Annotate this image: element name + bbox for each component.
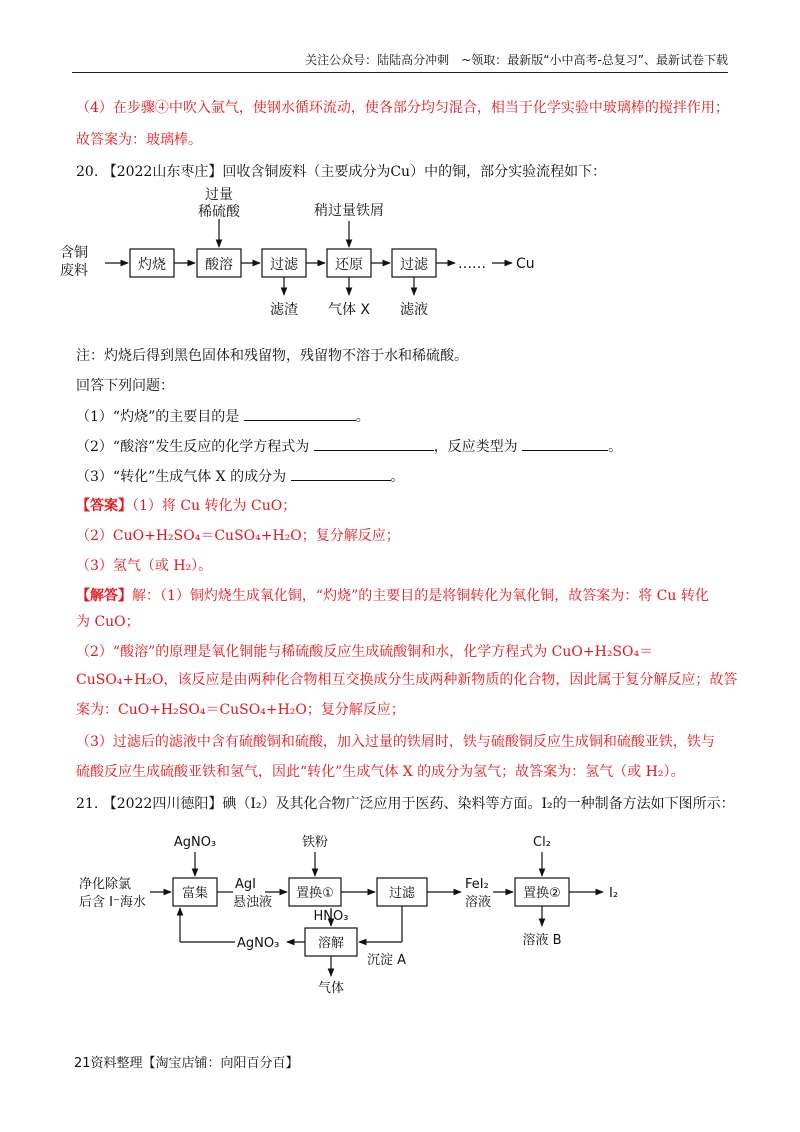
q20-reagent-iron: 稍过量铁屑 — [314, 203, 384, 219]
q20-answer-3: （3）氢气（或 H₂）。 — [76, 558, 213, 574]
footer-text: 资料整理【淘宝店铺：向阳百分百】 — [90, 1056, 299, 1071]
q20-q1-blank — [244, 406, 356, 421]
q21-input-line2: 后含 I⁻海水 — [79, 895, 146, 910]
q20-box-filter2: 过滤 — [400, 257, 428, 273]
q20-q2-blank-equation — [314, 436, 434, 451]
q20-q3-blank — [291, 466, 391, 481]
q20-output-filtrate: 滤液 — [400, 302, 428, 318]
q21-stem: 21. 【2022四川德阳】碘（I₂）及其化合物广泛应用于医药、染料等方面。I₂的一种制备方法如下图所示： — [76, 796, 735, 812]
q21-box-replace2: 置换② — [523, 886, 561, 901]
q21-box-enrich: 富集 — [181, 886, 209, 901]
q21-agno3-top: AgNO₃ — [173, 835, 217, 850]
q20-q2-blank-type — [522, 436, 608, 451]
q20-prompt: 回答下列问题： — [76, 378, 174, 394]
page-number: 21 — [74, 1056, 91, 1071]
q20-product-cu: Cu — [516, 256, 535, 272]
q20-analysis-label: 【解答】 — [76, 588, 132, 604]
q20-analysis-4: CuSO₄+H₂O，该反应是由两种化合物相互交换成分生成两种新物质的化合物，因此属于复分解反应；故答 — [76, 672, 738, 688]
q20-analysis-5: 案为：CuO+H₂SO₄＝CuSO₄+H₂O；复分解反应； — [76, 702, 405, 718]
q20-analysis-1 — [76, 586, 732, 606]
q20-question-3 — [76, 466, 732, 487]
q21-agno3-back: AgNO₃ — [237, 936, 280, 951]
prev-answer-line1: （4）在步骤④中吹入氩气，使钢水循环流动，使各部分均匀混合，相当于化学实验中玻璃棒的搅拌作用； — [76, 100, 729, 116]
prev-answer-line2: 故答案为：玻璃棒。 — [76, 132, 202, 148]
q21-fei2-line1: FeI₂ — [465, 877, 489, 892]
q20-answer-1 — [76, 496, 732, 516]
q20-q2-text: （2）“酸溶”发生反应的化学方程式为 — [76, 439, 310, 455]
q21-fei2-line2: 溶液 — [465, 895, 492, 910]
q20-ellipsis: …… — [458, 256, 486, 272]
q20-output-residue: 滤渣 — [270, 302, 298, 318]
q21-cl2: Cl₂ — [533, 835, 551, 850]
q21-box-filter: 过滤 — [388, 886, 416, 901]
q20-analysis-2: 为 CuO； — [76, 614, 140, 630]
q20-input-line2: 废料 — [60, 263, 88, 279]
q20-reagent-acid-line1: 过量 — [205, 187, 233, 203]
q20-answer-1-text: （1）将 Cu 转化为 CuO； — [132, 498, 297, 514]
q21-agi-line1: AgI — [235, 877, 256, 892]
q20-analysis-6: （3）过滤后的滤液中含有硫酸铜和硫酸，加入过量的铁屑时，铁与硫酸铜反应生成铜和硫酸亚铁，铁与 — [76, 734, 715, 750]
q21-input-line1: 净化除氯 — [79, 877, 132, 892]
q20-reagent-acid-line2: 稀硫酸 — [198, 204, 240, 220]
q21-box-replace1: 置换① — [296, 886, 334, 901]
q20-input-line1: 含铜 — [60, 245, 88, 261]
q21-agi-line2: 悬浊液 — [233, 895, 273, 910]
q20-q3-text: （3）“转化”生成气体 X 的成分为 — [76, 469, 287, 485]
q20-q1-text: （1）“灼烧”的主要目的是 — [76, 409, 240, 425]
q21-iron-powder: 铁粉 — [301, 835, 329, 850]
q20-box-reduce: 还原 — [335, 257, 363, 273]
q20-answer-2: （2）CuO+H₂SO₄＝CuSO₄+H₂O；复分解反应； — [76, 528, 400, 544]
q21-precipitate-a: 沉淀 A — [367, 953, 407, 968]
q20-q2-period: 。 — [608, 439, 623, 455]
q20-analysis-7: 硫酸反应生成硫酸亚铁和氢气，因此“转化”生成气体 X 的成分为氢气；故答案为：氢气（或 H₂）。 — [76, 764, 685, 780]
q21-flow-diagram — [75, 830, 675, 1010]
page-header: 关注公众号：陆陆高分冲刺 ~领取：最新版“小中高考-总复习”、最新试卷下载 — [72, 50, 728, 73]
q20-box-acid: 酸溶 — [205, 257, 233, 273]
q20-question-2 — [76, 436, 732, 457]
q20-q3-period: 。 — [390, 469, 405, 485]
q20-box-burn: 灼烧 — [138, 257, 166, 273]
q20-answer-label: 【答案】 — [76, 498, 132, 514]
q20-note: 注：灼烧后得到黑色固体和残留物，残留物不溶于水和稀硫酸。 — [76, 348, 468, 364]
q21-box-dissolve: 溶解 — [317, 936, 345, 951]
q20-box-filter1: 过滤 — [270, 257, 298, 273]
q20-output-gas-x: 气体 X — [327, 302, 371, 318]
q20-q1-period: 。 — [355, 409, 370, 425]
q21-hno3: HNO₃ — [313, 909, 349, 924]
page-footer — [74, 1052, 299, 1071]
q20-stem: 20. 【2022山东枣庄】回收含铜废料（主要成分为Cu）中的铜，部分实验流程如下： — [76, 164, 607, 180]
q21-solution-b: 溶液 B — [522, 933, 562, 948]
q21-gas: 气体 — [317, 981, 345, 996]
q20-flow-diagram — [60, 185, 580, 325]
q21-i2: I₂ — [609, 886, 619, 901]
q20-analysis-1-text: 解：（1）铜灼烧生成氧化铜，“灼烧”的主要目的是将铜转化为氧化铜，故答案为：将 Cu 转化 — [132, 588, 709, 604]
q20-q2-text-b: ，反应类型为 — [433, 439, 518, 455]
q20-analysis-3: （2）“酸溶”的原理是氧化铜能与稀硫酸反应生成硫酸铜和水，化学方程式为 CuO+H₂SO₄＝ — [76, 644, 654, 660]
q20-question-1 — [76, 406, 732, 427]
